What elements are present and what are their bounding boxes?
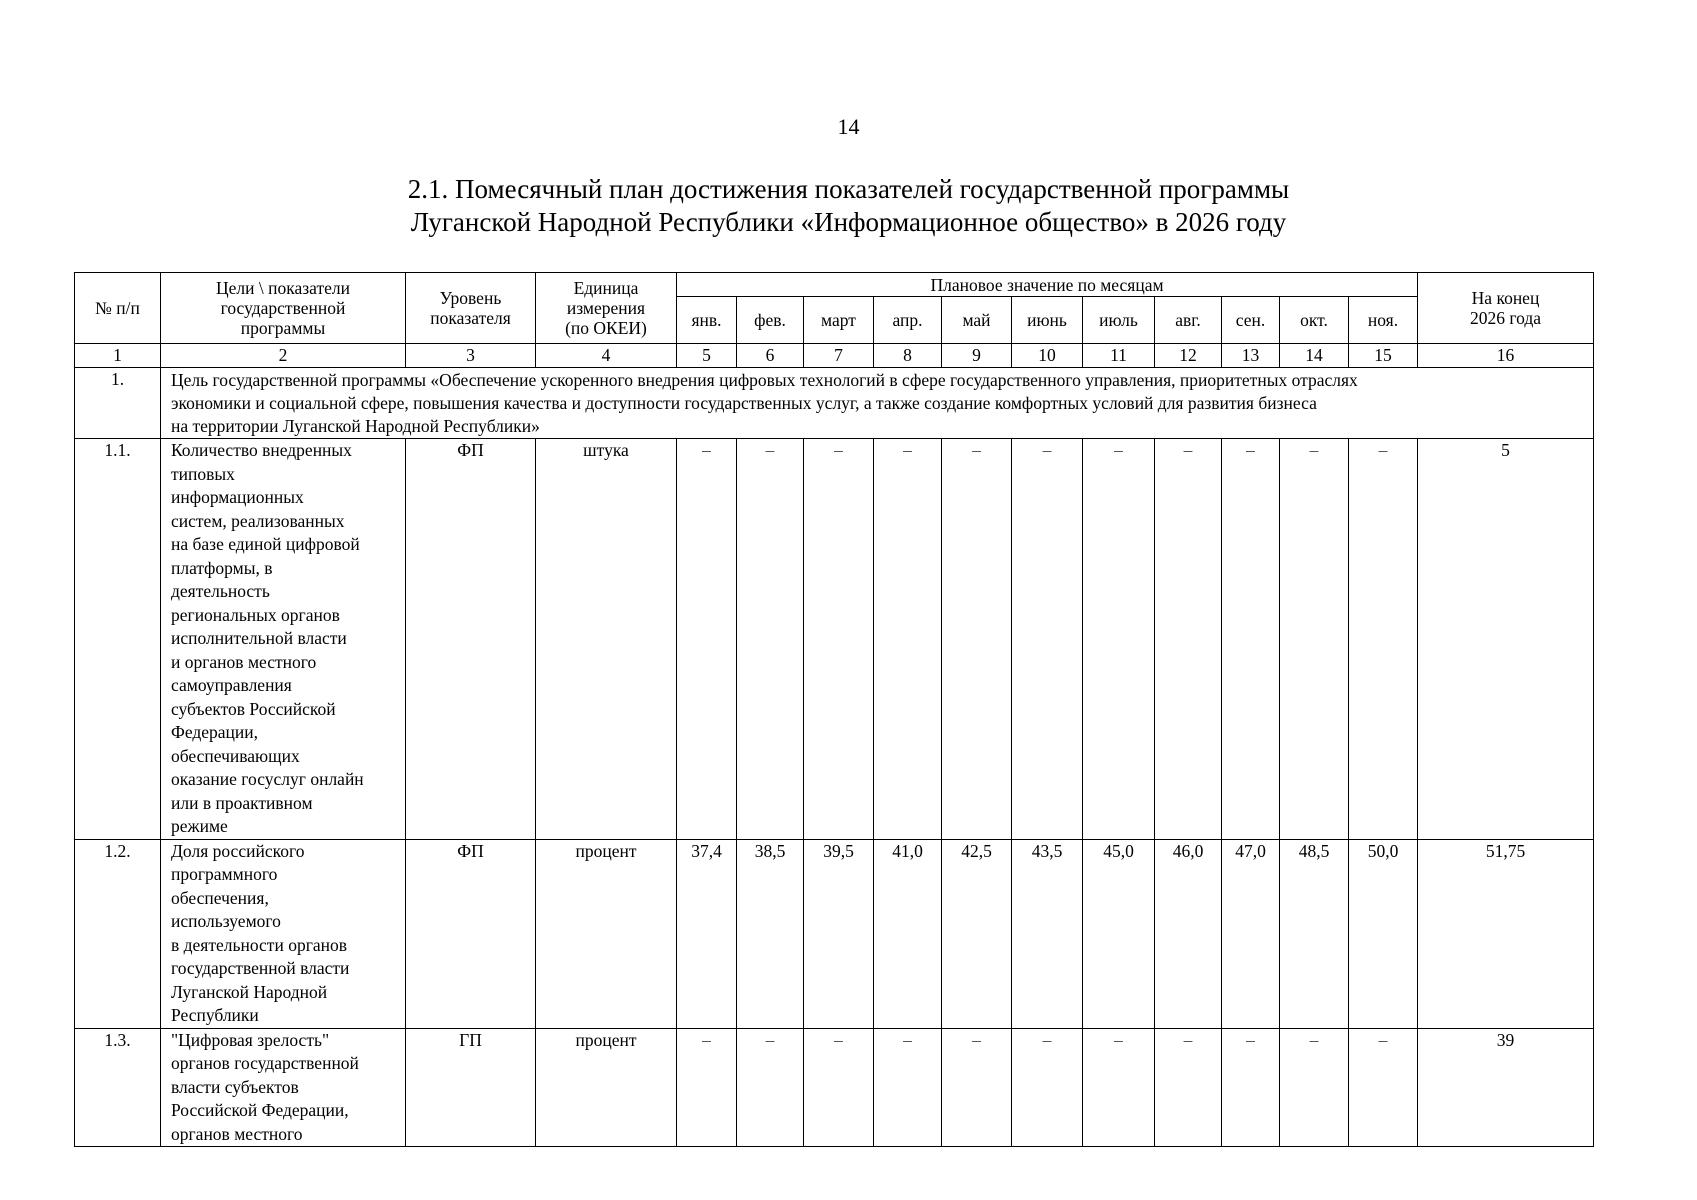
goal-row	[75, 368, 1594, 439]
monthly-value: –	[737, 1028, 804, 1147]
indicator-line: режиме	[171, 816, 228, 836]
indicator-line: исполнительной власти	[171, 628, 347, 648]
monthly-value: 43,5	[1012, 839, 1083, 1028]
monthly-value: –	[1222, 1028, 1280, 1147]
year-end-value: 5	[1418, 439, 1594, 840]
monthly-value: –	[677, 439, 737, 840]
header-row-top	[75, 273, 1594, 297]
monthly-value: –	[942, 439, 1012, 840]
document-title-line-2: Луганской Народной Республики «Информационное общество» в 2026 году	[410, 207, 1287, 237]
monthly-value: 41,0	[874, 839, 942, 1028]
goal-num: 1.	[75, 368, 161, 439]
indicator-line: Доля российского	[171, 840, 305, 861]
year-end-value: 51,75	[1418, 839, 1594, 1028]
monthly-value: 48,5	[1280, 839, 1349, 1028]
indicator-line: обеспечения,	[171, 887, 269, 908]
column-number: 11	[1083, 344, 1155, 368]
monthly-value: –	[1012, 439, 1083, 840]
header-month: апр.	[874, 297, 942, 344]
header-goals	[161, 273, 406, 344]
monthly-value: –	[1155, 439, 1222, 840]
monthly-value: 39,5	[804, 839, 874, 1028]
monthly-value: 38,5	[737, 839, 804, 1028]
table-row	[75, 839, 1594, 1028]
unit-of-measure: штука	[536, 439, 677, 840]
monthly-value: –	[1349, 1028, 1418, 1147]
column-number: 12	[1155, 344, 1222, 368]
monthly-value: –	[1222, 439, 1280, 840]
table-row	[75, 1028, 1594, 1147]
indicator-line: Федерации,	[171, 722, 259, 742]
indicator-line: государственной власти	[171, 958, 350, 978]
monthly-value: –	[1280, 439, 1349, 840]
monthly-value: –	[942, 1028, 1012, 1147]
column-number: 10	[1012, 344, 1083, 368]
row-num: 1.3.	[75, 1028, 161, 1147]
indicator-level: ГП	[406, 1028, 536, 1147]
header-level-line: Уровень	[439, 288, 502, 308]
indicator-line: "Цифровая зрелость"	[171, 1029, 330, 1050]
monthly-value: 46,0	[1155, 839, 1222, 1028]
indicator-line: систем, реализованных	[171, 510, 345, 531]
goal-text-line: Цель государственной программы «Обеспечение ускоренного внедрения цифровых технологий в сфере государственного управления, приоритетных отраслях	[171, 370, 1358, 390]
indicator-line: информационных	[171, 487, 304, 507]
header-month: июль	[1083, 297, 1155, 344]
indicator-line: Луганской Народной	[171, 981, 328, 1002]
header-level	[406, 273, 536, 344]
indicator-level: ФП	[406, 439, 536, 840]
column-number: 14	[1280, 344, 1349, 368]
header-year-end-line: 2026 года	[1469, 308, 1542, 328]
column-number: 2	[161, 344, 406, 368]
column-number: 1	[75, 344, 161, 368]
monthly-plan-table	[74, 272, 1594, 1147]
monthly-value: –	[1083, 439, 1155, 840]
monthly-value: –	[1012, 1028, 1083, 1147]
header-unit-line: измерения	[566, 298, 646, 318]
column-number: 5	[677, 344, 737, 368]
header-month: сен.	[1222, 297, 1280, 344]
indicator-line: программного	[171, 864, 278, 884]
column-number-row	[75, 344, 1594, 368]
column-number: 8	[874, 344, 942, 368]
indicator-line: деятельность	[171, 581, 270, 601]
header-year-end-line: На конец	[1471, 288, 1540, 308]
monthly-value: 42,5	[942, 839, 1012, 1028]
table-row	[75, 439, 1594, 840]
header-month: март	[804, 297, 874, 344]
column-number: 15	[1349, 344, 1418, 368]
indicator-line: используемого	[171, 911, 281, 931]
goal-text-line: на территории Луганской Народной Республики»	[171, 416, 540, 436]
document-title	[0, 173, 1697, 239]
column-number: 7	[804, 344, 874, 368]
header-unit-line: (по ОКЕИ)	[565, 318, 647, 338]
row-num: 1.1.	[75, 439, 161, 840]
monthly-value: –	[737, 439, 804, 840]
monthly-value: –	[1280, 1028, 1349, 1147]
monthly-value: 47,0	[1222, 839, 1280, 1028]
header-goals-line: государственной	[220, 298, 346, 318]
header-num: № п/п	[75, 273, 161, 344]
column-number: 9	[942, 344, 1012, 368]
unit-of-measure: процент	[536, 1028, 677, 1147]
header-monthly-group: Плановое значение по месяцам	[677, 273, 1418, 297]
indicator-line: самоуправления	[171, 675, 292, 695]
monthly-value: 45,0	[1083, 839, 1155, 1028]
year-end-value: 39	[1418, 1028, 1594, 1147]
indicator-line: Количество внедренных	[171, 440, 352, 460]
indicator-line: на базе единой цифровой	[171, 534, 360, 554]
header-unit-line: Единица	[573, 278, 639, 298]
monthly-value: –	[874, 439, 942, 840]
indicator-line: оказание госуслуг онлайн	[171, 769, 364, 789]
row-num: 1.2.	[75, 839, 161, 1028]
indicator-line: обеспечивающих	[171, 745, 300, 766]
indicator-text	[161, 1028, 406, 1147]
indicator-line: субъектов Российской	[171, 698, 336, 719]
indicator-line: власти субъектов	[171, 1076, 299, 1097]
indicator-line: Российской Федерации,	[171, 1100, 349, 1120]
header-month: июнь	[1012, 297, 1083, 344]
header-level-line: показателя	[430, 308, 511, 328]
header-month: ноя.	[1349, 297, 1418, 344]
monthly-value: –	[1349, 439, 1418, 840]
header-month: фев.	[737, 297, 804, 344]
monthly-value: –	[874, 1028, 942, 1147]
unit-of-measure: процент	[536, 839, 677, 1028]
column-number: 3	[406, 344, 536, 368]
header-month: авг.	[1155, 297, 1222, 344]
indicator-level: ФП	[406, 839, 536, 1028]
monthly-value: –	[804, 439, 874, 840]
header-year-end	[1418, 273, 1594, 344]
indicator-line: органов государственной	[171, 1053, 359, 1073]
header-month: май	[942, 297, 1012, 344]
document-title-line-1: 2.1. Помесячный план достижения показателей государственной программы	[407, 174, 1290, 204]
indicator-line: в деятельности органов	[171, 934, 348, 955]
indicator-line: органов местного	[171, 1123, 303, 1144]
goal-text	[161, 368, 1594, 439]
indicator-text	[161, 439, 406, 840]
monthly-value: –	[677, 1028, 737, 1147]
indicator-line: и органов местного	[171, 651, 317, 672]
column-number: 6	[737, 344, 804, 368]
indicator-line: платформы, в	[171, 557, 273, 578]
monthly-value: 50,0	[1349, 839, 1418, 1028]
monthly-value: –	[1155, 1028, 1222, 1147]
monthly-value: –	[804, 1028, 874, 1147]
indicator-line: или в проактивном	[171, 792, 313, 813]
monthly-value: 37,4	[677, 839, 737, 1028]
header-unit	[536, 273, 677, 344]
header-goals-line: Цели \ показатели	[216, 278, 350, 298]
header-month: янв.	[677, 297, 737, 344]
column-number: 4	[536, 344, 677, 368]
indicator-line: Республики	[171, 1005, 259, 1025]
indicator-line: региональных органов	[171, 604, 340, 625]
header-goals-line: программы	[240, 318, 326, 338]
page-number: 14	[837, 114, 860, 139]
monthly-value: –	[1083, 1028, 1155, 1147]
goal-text-line: экономики и социальной сфере, повышения качества и доступности государственных услуг, а также создание комфортных условий для развития бизнеса	[171, 393, 1317, 413]
indicator-text	[161, 839, 406, 1028]
header-month: окт.	[1280, 297, 1349, 344]
column-number: 16	[1418, 344, 1594, 368]
column-number: 13	[1222, 344, 1280, 368]
indicator-line: типовых	[171, 463, 235, 484]
